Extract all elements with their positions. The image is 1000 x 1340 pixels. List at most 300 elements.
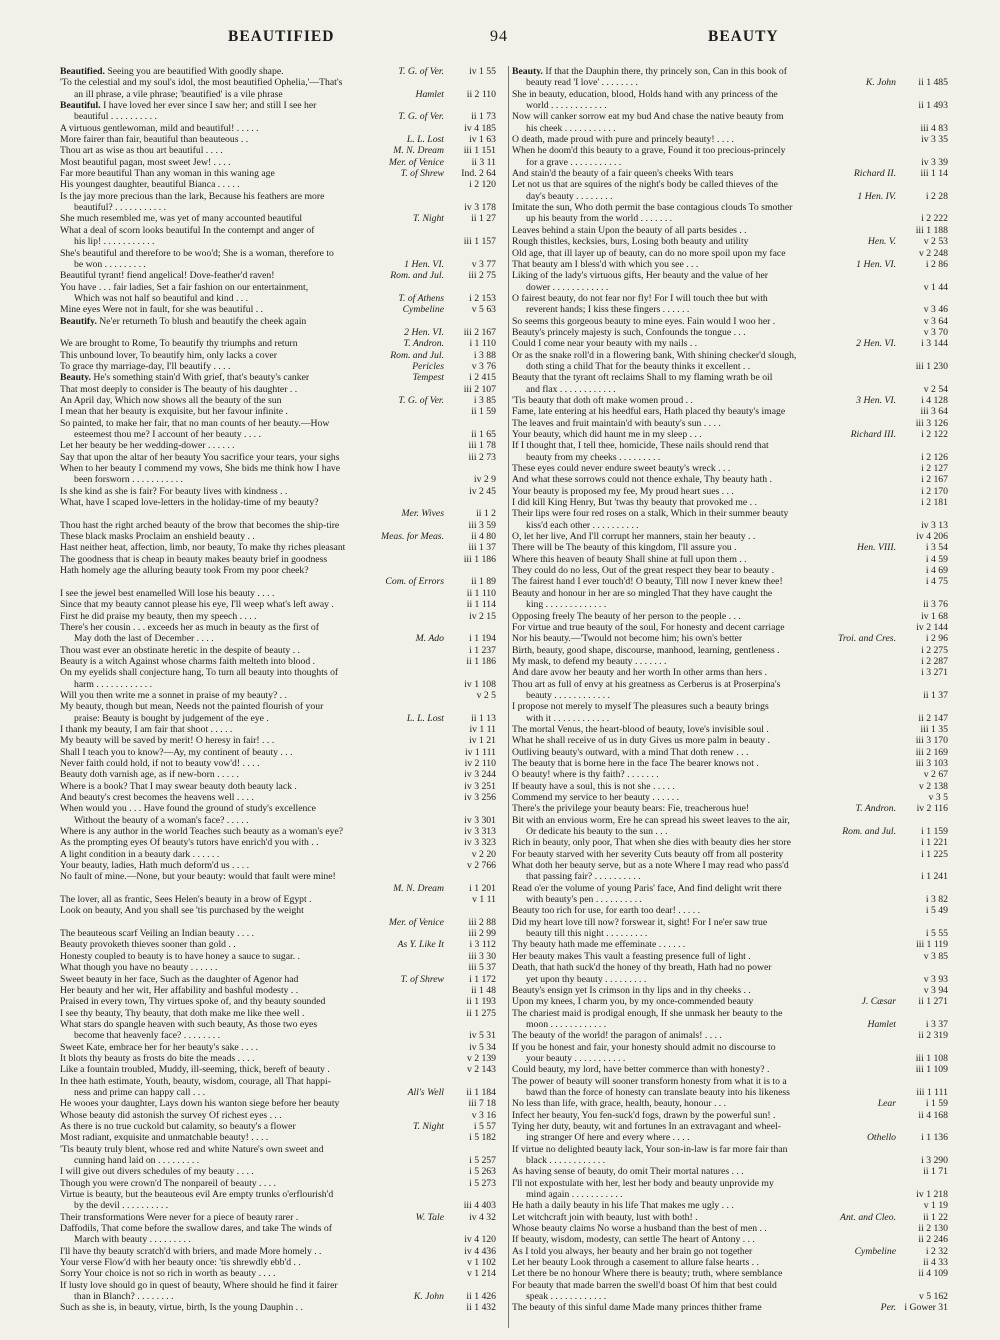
act-scene-line: v 1 214: [466, 1268, 496, 1280]
act-scene-line: ii 1 426: [466, 1291, 496, 1303]
quotation-body: his lip! . . . . . . . . . . .: [74, 236, 155, 248]
quotation-text: [512, 361, 898, 372]
citation: [446, 826, 496, 837]
quotation-text: [512, 860, 948, 871]
citation: [898, 1200, 948, 1211]
quotation-text: [60, 429, 446, 440]
quotation-text: [512, 316, 898, 327]
concordance-line: [512, 894, 948, 905]
quotation-body: The mortal Venus, the heart-blood of beauty, love's invisible soul .: [512, 723, 769, 735]
quotation-text: [60, 656, 446, 667]
play-title: Meas. for Meas.: [381, 531, 444, 543]
concordance-line: [512, 225, 948, 236]
quotation-body: Could I come near your beauty with my nails . .: [512, 338, 698, 350]
act-scene-line: i 2 32: [925, 1245, 948, 1257]
concordance-line: [512, 1087, 948, 1098]
quotation-body: esteemest thou me? I account of her beauty . . . .: [74, 429, 261, 440]
act-scene-line: ii 4 168: [918, 1109, 948, 1121]
concordance-line: [512, 248, 948, 259]
concordance-line: [512, 304, 948, 315]
act-scene-line: ii 1 493: [918, 100, 948, 112]
citation: [400, 259, 496, 270]
quotation-text: [512, 236, 864, 247]
quotation-text: [512, 520, 898, 531]
quotation-text: [512, 622, 898, 633]
citation: [446, 1110, 496, 1121]
quotation-text: [60, 418, 496, 429]
act-scene-line: i 1 110: [469, 338, 496, 350]
quotation-text: [60, 497, 496, 508]
concordance-line: [512, 338, 948, 349]
citation: [446, 486, 496, 497]
quotation-body: your beauty . . . . . . . . . . .: [526, 1052, 626, 1064]
quotation-text: [60, 860, 446, 871]
concordance-line: [60, 1042, 496, 1053]
citation: [446, 1064, 496, 1075]
citation: [446, 1053, 496, 1064]
quotation-body: The leaves and fruit maintain'd with beauty's sun . . . .: [512, 417, 721, 429]
quotation-body: dower . . . . . . . . . . . .: [526, 281, 609, 293]
concordance-line: [60, 724, 496, 735]
concordance-line: [60, 1132, 496, 1143]
quotation-text: [512, 815, 948, 826]
act-scene-line: iii 3 103: [915, 757, 948, 769]
quotation-text: [512, 452, 898, 463]
concordance-line: [512, 826, 948, 837]
quotation-text: [60, 145, 389, 156]
quotation-text: [512, 781, 898, 792]
concordance-line: [60, 633, 496, 644]
quotation-body: More fairer than fair, beautiful than beauteous . .: [60, 134, 249, 146]
quotation-body: up his beauty from the world . . . . . . .: [526, 213, 673, 225]
play-title: 1 Hen. IV.: [857, 190, 896, 202]
quotation-body: his cheek . . . . . . . . . . .: [526, 122, 616, 134]
quotation-body: Thou wast ever an obstinate heretic in the despite of beauty . .: [60, 644, 300, 656]
concordance-line: [512, 690, 948, 701]
citation: [446, 236, 496, 247]
act-scene-line: i 2 167: [921, 474, 948, 486]
play-title: T. G. of Ver.: [398, 111, 444, 123]
act-scene-line: i 1 225: [921, 848, 948, 860]
citation: [898, 1223, 948, 1234]
citation: [389, 883, 496, 894]
quotation-text: [60, 928, 446, 939]
citation: [898, 1064, 948, 1075]
concordance-line: [60, 962, 496, 973]
act-scene-line: ii 1 114: [466, 599, 496, 611]
act-scene-line: v 2 139: [466, 1052, 496, 1064]
headword: Beauty.: [512, 66, 543, 77]
concordance-line: [60, 270, 496, 281]
concordance-line: [60, 747, 496, 758]
citation: [397, 974, 496, 985]
play-title: T. of Shrew: [400, 168, 444, 180]
citation: [446, 202, 496, 213]
play-title: Cymbeline: [402, 304, 444, 316]
headword: Beautiful.: [60, 100, 101, 112]
act-scene-line: iii 1 78: [468, 440, 496, 452]
play-title: 2 Hen. VI.: [856, 338, 896, 350]
citation: [898, 894, 948, 905]
act-scene-line: i 3 54: [925, 542, 948, 554]
quotation-text: [60, 1166, 446, 1177]
citation: [377, 531, 496, 542]
citation: [858, 996, 948, 1007]
act-scene-line: i 3 144: [921, 338, 948, 350]
quotation-text: [60, 259, 400, 270]
quotation-text: [512, 951, 898, 962]
act-scene-line: iv 5 34: [469, 1041, 496, 1053]
quotation-text: [60, 1212, 412, 1223]
act-scene-line: iii 1 109: [915, 1064, 948, 1076]
quotation-body: He wooes your daughter, Lays down his wanton siege before her beauty: [60, 1098, 340, 1110]
quotation-body: If virtue no delighted beauty lack, Your son-in-law is far more fair than: [512, 1143, 788, 1155]
quotation-body: Praised in every town, Thy virtues spoke of, and thy beauty sounded: [60, 996, 326, 1008]
quotation-text: [60, 974, 397, 985]
concordance-line: [60, 542, 496, 553]
quotation-body: There will be The beauty of this kingdom, I'll assure you .: [512, 542, 737, 554]
quotation-text: [60, 1144, 496, 1155]
act-scene-line: v 1 102: [466, 1257, 496, 1269]
quotation-text: [60, 1110, 446, 1121]
concordance-line: [60, 429, 496, 440]
concordance-line: [60, 611, 496, 622]
concordance-line: [60, 860, 496, 871]
citation: [898, 418, 948, 429]
quotation-body: Thou hast the right arched beauty of the brow that becomes the ship-tire: [60, 519, 340, 531]
quotation-body: Honesty coupled to beauty is to have honey a sauce to sugar. .: [60, 950, 300, 962]
play-title: T. G. of Ver.: [398, 66, 444, 77]
quotation-text: [512, 1064, 898, 1075]
citation: [898, 474, 948, 485]
quotation-text: [60, 803, 496, 814]
play-title: T. Andron.: [855, 803, 896, 815]
concordance-line: [60, 599, 496, 610]
concordance-line: [512, 429, 948, 440]
quotation-text: [512, 293, 948, 304]
citation: [898, 520, 948, 531]
quotation-body: And what these sorrows could not thence exhale, Thy beauty hath .: [512, 474, 772, 486]
citation: [862, 77, 948, 88]
quotation-body: Like a fountain troubled, Muddy, ill-seeming, thick, bereft of beauty .: [60, 1064, 330, 1076]
concordance-line: [512, 145, 948, 156]
quotation-text: [512, 1087, 898, 1098]
concordance-line: [512, 837, 948, 848]
concordance-line: [512, 542, 948, 553]
concordance-line: [512, 1302, 948, 1313]
act-scene-line: i 1 59: [925, 1098, 948, 1110]
quotation-text: [512, 803, 852, 814]
quotation-text: [512, 701, 948, 712]
concordance-line: [512, 1246, 948, 1257]
quotation-text: [60, 168, 397, 179]
citation: [446, 679, 496, 690]
play-title: M. Ado: [415, 633, 444, 645]
concordance-line: [512, 656, 948, 667]
quotation-text: [512, 928, 898, 939]
act-scene-line: iii 1 230: [915, 360, 948, 372]
concordance-line: [60, 1200, 496, 1211]
quotation-text: [512, 259, 852, 270]
quotation-body: Let not us that are squires of the night's body be called thieves of the: [512, 179, 778, 191]
quotation-body: The chariest maid is prodigal enough, If she unmask her beauty to the: [512, 1007, 783, 1019]
citation: [898, 1166, 948, 1177]
citation: [446, 1030, 496, 1041]
concordance-line: [60, 1087, 496, 1098]
quotation-body: Liking of the lady's virtuous gifts, Her beauty and the value of her: [512, 270, 768, 282]
quotation-body: 'Tis beauty truly blent, whose red and white Nature's own sweet and: [60, 1143, 324, 1155]
quotation-text: [512, 191, 853, 202]
concordance-line: [512, 576, 948, 587]
quotation-body: Most radiant, exquisite and unmatchable beauty! . . . .: [60, 1132, 269, 1144]
quotation-body: Your beauty is proposed my fee, My proud heart sues . . .: [512, 485, 734, 497]
act-scene-line: iii 4 403: [463, 1200, 496, 1212]
act-scene-line: i 1 159: [921, 826, 948, 838]
play-title: Tempest: [412, 372, 444, 384]
play-title: Lear: [877, 1098, 896, 1110]
quotation-body: Seeing you are beautified With goodly shape.: [104, 66, 284, 77]
citation: [898, 1257, 948, 1268]
quotation-text: [60, 179, 446, 190]
quotation-text: [512, 350, 948, 361]
concordance-line: [60, 1280, 496, 1291]
citation: [898, 656, 948, 667]
quotation-text: [60, 395, 394, 406]
citation: [898, 406, 948, 417]
act-scene-line: iv 3 35: [921, 134, 948, 146]
concordance-line: [60, 350, 496, 361]
quotation-text: [60, 849, 446, 860]
citation: [898, 316, 948, 327]
act-scene-line: v 2 20: [471, 848, 496, 860]
quotation-text: [512, 588, 948, 599]
quotation-body: Thou art as full of envy at his greatness as Cerberus is at Proserpina's: [512, 678, 781, 690]
citation: [852, 395, 948, 406]
quotation-text: [60, 1178, 446, 1189]
concordance-line: [512, 316, 948, 327]
quotation-text: [512, 1019, 863, 1030]
headword: Beautified.: [60, 66, 105, 77]
act-scene-line: ii 2 110: [466, 88, 496, 100]
citation: [446, 1246, 496, 1257]
quotation-text: [60, 1008, 446, 1019]
quotation-text: [512, 1132, 863, 1143]
play-title: Mer. of Venice: [388, 916, 444, 928]
quotation-body: with beauty's pen . . . . . . . . . .: [526, 894, 642, 906]
play-title: Rom. and Jul.: [842, 826, 896, 838]
act-scene-line: iii 1 188: [915, 224, 948, 236]
concordance-line: [512, 1291, 948, 1302]
citation: [446, 781, 496, 792]
quotation-body: Since that my beauty cannot please his eye, I'll weep what's left away .: [60, 599, 334, 611]
act-scene-line: v 3 46: [923, 304, 948, 316]
concordance-line: [60, 338, 496, 349]
citation: [410, 1291, 496, 1302]
citation: [403, 713, 496, 724]
quotation-text: [512, 384, 898, 395]
quotation-text: [512, 508, 948, 519]
concordance-line: [60, 679, 496, 690]
citation: [847, 429, 948, 440]
citation: [446, 1098, 496, 1109]
concordance-line: [60, 656, 496, 667]
quotation-text: [60, 1257, 446, 1268]
quotation-text: [512, 939, 898, 950]
concordance-line: [512, 440, 948, 451]
citation: [898, 565, 948, 576]
citation: [898, 849, 948, 860]
quotation-body: And dare avow her beauty and her worth In other arms than hers .: [512, 667, 768, 679]
quotation-text: [512, 667, 898, 678]
quotation-body: If you be honest and fair, your honesty should admit no discourse to: [512, 1041, 776, 1053]
quotation-text: [512, 66, 948, 77]
quotation-text: [60, 134, 403, 145]
act-scene-line: iii 3 30: [468, 950, 496, 962]
quotation-body: Old age, that ill layer up of beauty, can do no more spoil upon my face: [512, 247, 786, 259]
act-scene-line: i 2 170: [921, 485, 948, 497]
quotation-body: and flax . . . . . . . . . . . .: [526, 383, 616, 395]
concordance-line: [512, 213, 948, 224]
play-title: Mer. Wives: [401, 508, 444, 520]
act-scene-line: ii 1 73: [471, 111, 496, 123]
concordance-line: [512, 282, 948, 293]
concordance-line: [512, 1257, 948, 1268]
quotation-body: She's beautiful and therefore to be woo'd; She is a woman, therefore to: [60, 247, 334, 259]
quotation-text: [60, 622, 496, 633]
concordance-line: [512, 1189, 948, 1200]
act-scene-line: i 1 237: [469, 644, 496, 656]
concordance-line: [60, 293, 496, 304]
act-scene-line: ii 1 186: [466, 655, 496, 667]
citation: [394, 66, 496, 77]
citation: [853, 191, 948, 202]
quotation-body: doth sting a child That for the beauty thinks it excellent . .: [526, 360, 751, 372]
quotation-body: What, have I scaped love-letters in the holiday-time of my beauty?: [60, 497, 319, 509]
concordance-line: [60, 1121, 496, 1132]
act-scene-line: i 2 122: [921, 429, 948, 440]
concordance-line: [512, 89, 948, 100]
concordance-line: [512, 1223, 948, 1234]
quotation-body: Let witchcraft join with beauty, lust with both! .: [512, 1211, 698, 1223]
citation: [446, 452, 496, 463]
citation: [898, 248, 948, 259]
citation: [898, 463, 948, 474]
citation: [446, 758, 496, 769]
quotation-body: Imitate the sun, Who doth permit the base contagious clouds To smother: [512, 202, 793, 214]
concordance-line: [60, 316, 496, 327]
act-scene-line: v 5 162: [918, 1291, 948, 1303]
citation: [852, 803, 948, 814]
quotation-body: I'll not expostulate with her, lest her body and beauty unprovide my: [512, 1177, 774, 1189]
concordance-line: [512, 497, 948, 508]
citation: [898, 1189, 948, 1200]
quotation-body: speak . . . . . . . . . . . .: [526, 1291, 607, 1303]
act-scene-line: i 2 127: [921, 463, 948, 475]
act-scene-line: ii 1 59: [471, 406, 496, 418]
concordance-line: [512, 111, 948, 122]
quotation-body: Never faith could hold, if not to beauty vow'd! . . . .: [60, 757, 260, 769]
quotation-text: [60, 89, 411, 100]
quotation-body: Read o'er the volume of young Paris' face, And find delight writ there: [512, 882, 782, 894]
quotation-text: [512, 202, 948, 213]
citation: [852, 259, 948, 270]
quotation-text: [60, 463, 496, 474]
quotation-text: [512, 179, 948, 190]
quotation-text: [512, 747, 898, 758]
quotation-text: [512, 1144, 948, 1155]
concordance-line: [60, 168, 496, 179]
concordance-line: [512, 633, 948, 644]
play-title: T. Andron.: [403, 338, 444, 350]
concordance-line: [512, 1019, 948, 1030]
quotation-text: [60, 758, 446, 769]
quotation-text: [60, 781, 446, 792]
concordance-line: [512, 611, 948, 622]
act-scene-line: ii 1 22: [923, 1211, 948, 1223]
citation: [836, 1212, 948, 1223]
act-scene-line: ii 1 193: [466, 996, 496, 1008]
quotation-text: [60, 293, 394, 304]
quotation-text: [512, 429, 847, 440]
quotation-body: And beauty's crest becomes the heavens well . . . .: [60, 792, 254, 803]
quotation-body: What doth her beauty serve, but as a note Where I may read who pass'd: [512, 860, 789, 872]
play-title: K. John: [413, 1291, 444, 1303]
citation: [446, 1155, 496, 1166]
quotation-text: [512, 554, 898, 565]
quotation-body: For virtue and true beauty of the soul, For honesty and decent carriage: [512, 621, 785, 633]
concordance-line: [60, 1223, 496, 1234]
play-title: 3 Hen. VI.: [856, 394, 896, 406]
citation: [898, 1030, 948, 1041]
act-scene-line: i 5 182: [469, 1132, 496, 1144]
citation: [446, 1178, 496, 1189]
quotation-text: [60, 474, 446, 485]
quotation-text: [512, 769, 898, 780]
citation: [877, 1302, 948, 1313]
quotation-body: O death, made proud with pure and princely beauty! . . . .: [512, 134, 734, 146]
concordance-line: [512, 667, 948, 678]
concordance-line: [512, 179, 948, 190]
concordance-line: [512, 259, 948, 270]
quotation-body: What though you have no beauty . . . . . .: [60, 962, 218, 974]
citation: [898, 951, 948, 962]
running-head-right: BEAUTY: [708, 28, 779, 45]
citation: [898, 486, 948, 497]
act-scene-line: Ind. 2 64: [461, 168, 496, 180]
quotation-body: What stars do spangle heaven with such beauty, As those two eyes: [60, 1018, 318, 1030]
act-scene-line: iv 3 244: [464, 769, 496, 781]
play-title: Hen. V.: [867, 236, 896, 248]
quotation-body: Rough thistles, kecksies, burs, Losing both beauty and utility: [512, 236, 749, 248]
concordance-line: [60, 1268, 496, 1279]
right-column: [512, 66, 948, 1328]
quotation-body: Is she kind as she is fair? For beauty lives with kindness . .: [60, 485, 288, 497]
act-scene-line: ii 1 184: [466, 1086, 496, 1098]
quotation-body: Could beauty, my lord, have better commerce than with honesty? .: [512, 1064, 770, 1076]
quotation-body: mind again . . . . . . . . . . .: [526, 1189, 623, 1201]
quotation-body: Without the beauty of a woman's face? . . . . .: [74, 814, 249, 826]
play-title: Hen. VIII.: [856, 542, 896, 554]
headword: Beauty.: [60, 372, 91, 384]
quotation-text: [512, 1155, 898, 1166]
citation: [385, 157, 496, 168]
quotation-body: Whose beauty did astonish the survey Of richest eyes . . .: [60, 1109, 282, 1121]
concordance-line: [60, 1008, 496, 1019]
quotation-text: [60, 894, 446, 905]
quotation-body: I thank my beauty, I am fair that shoot . . . . .: [60, 723, 233, 735]
quotation-text: [512, 531, 898, 542]
citation: [898, 1234, 948, 1245]
